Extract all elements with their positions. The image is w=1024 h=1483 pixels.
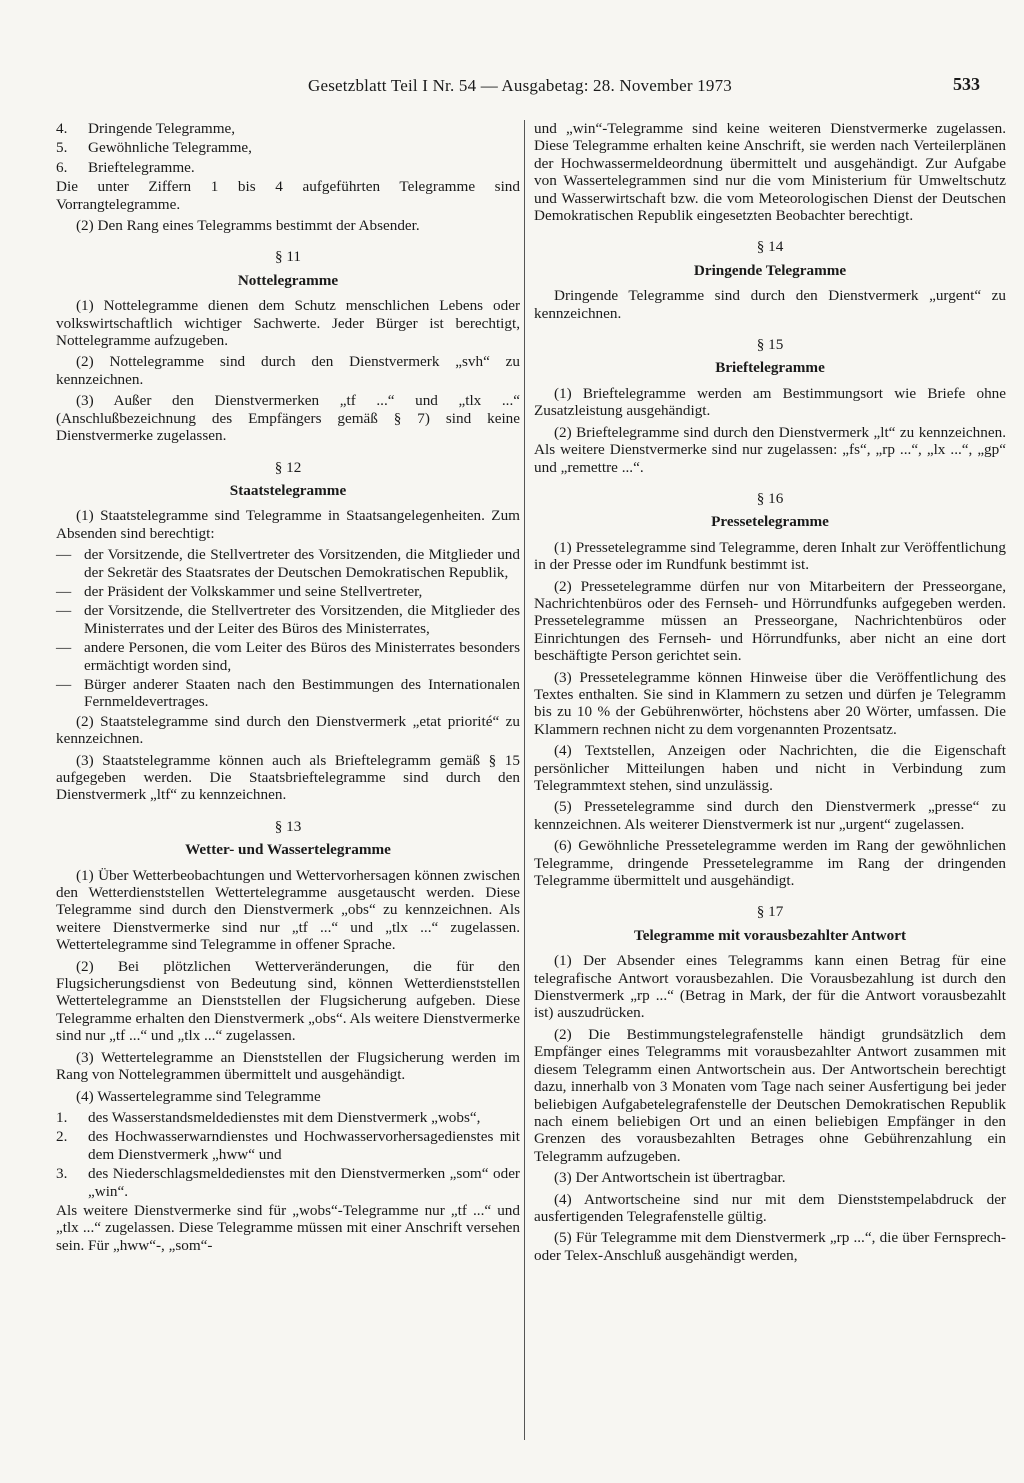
section-title: Nottelegramme	[237, 271, 339, 289]
list-item: — der Vorsitzende, die Stellvertreter des Vorsitzenden, die Mitglieder und der Sekretär des Staatsrates der Deutschen Demokratischen Republik,	[56, 546, 520, 581]
page-number: 533	[953, 74, 980, 94]
section-number: § 13	[274, 817, 302, 835]
list-item: 1. des Wasserstandsmeldedienstes mit dem Dienstvermerk „wobs“,	[56, 1108, 481, 1126]
section-title: Telegramme mit vorausbezahlter Antwort	[633, 926, 907, 944]
paragraph: (3) Der Antwortschein ist übertragbar.	[554, 1169, 786, 1187]
left-column	[56, 120, 520, 1258]
section-number: § 15	[756, 336, 784, 354]
page-header	[60, 72, 980, 102]
paragraph: (2) Den Rang eines Telegramms bestimmt der Absender.	[76, 217, 420, 235]
header-title: Gesetzblatt Teil I Nr. 54 — Ausgabetag: 28. November 1973	[308, 76, 732, 95]
section-title: Dringende Telegramme	[693, 261, 847, 279]
paragraph: (2) Pressetelegramme dürfen nur von Mitarbeitern der Presseorgane, Nachrichtenbüros oder des Fernseh- und Hörrundfunks aufgegeben werden. Pressetelegramme müssen an Presseorgane, Nachrichtenbüros oder Einrichtungen des Fernseh- und Hörrundfunks, aber nicht an eine dort beschäftigte Person gerichtet sein.	[534, 577, 1006, 665]
paragraph: Die unter Ziffern 1 bis 4 aufgeführten Telegramme sind Vorrangtelegramme.	[56, 178, 520, 213]
paragraph: (2) Die Bestimmungstelegrafenstelle händigt grundsätzlich dem Empfänger eines Telegramms mit vorausbezahlter Antwort zusammen mit diesem Telegramm einen Antwortschein aus. Der Antwortschein berechtigt dazu, innerhalb von 3 Monaten vom Tage nach seiner Ausfertigung bei jeder beliebigen Aufgabetelegrafenstelle der Deutschen Demokratischen Republik nach einem beliebigen Ort und an einen beliebigen Empfänger in den Grenzen des vorausbezahlten Betrages ohne Gebührenzahlung ein Telegramm aufzugeben.	[534, 1025, 1006, 1165]
section-title: Pressetelegramme	[711, 513, 829, 531]
section-number: § 16	[756, 489, 784, 507]
list-item: 4. Dringende Telegramme,	[56, 120, 236, 137]
paragraph: (1) Der Absender eines Telegramms kann einen Betrag für eine telegrafische Antwort vorausbezahlen. Die Vorausbezahlung ist durch den Dienstvermerk „rp ...“ (Betrag in Mark, der für die Antwort vorausbezahlt ist) auszudrücken.	[534, 952, 1006, 1022]
paragraph: (4) Wassertelegramme sind Telegramme	[76, 1087, 321, 1105]
paragraph: und „win“-Telegramme sind keine weiteren Dienstvermerke zugelassen. Diese Telegramme erhalten keine Anschrift, sie werden nach Verteilerplänen der Hochwassermeldeordnung übermittelt und ausgehändigt. Zur Aufgabe von Wassertelegrammen sind nur die vom Ministerium für Umweltschutz und Wasserwirtschaft bzw. die vom Meteorologischen Dienst der Deutschen Demokratischen Republik eingesetzten Beobachter berechtigt.	[534, 120, 1006, 225]
paragraph: (5) Für Telegramme mit dem Dienstvermerk „rp ...“, die über Fernsprech- oder Telex-Anschluß ausgehändigt werden,	[534, 1229, 1006, 1264]
paragraph: Als weitere Dienstvermerke sind für „wobs“-Telegramme nur „tf ...“ und „tlx ...“ zugelassen. Diese Telegramme müssen mit einer Anschrift versehen sein. Für „hww“-, „som“-	[56, 1201, 520, 1254]
paragraph: (3) Staatstelegramme können auch als Brieftelegramm gemäß § 15 aufgegeben werden. Die Staatsbrieftelegramme sind durch den Dienstvermerk „ltf“ zu kennzeichnen.	[56, 751, 520, 804]
paragraph: (1) Pressetelegramme sind Telegramme, deren Inhalt zur Veröffentlichung in der Presse oder im Rundfunk bestimmt ist.	[534, 538, 1006, 574]
paragraph: (3) Wettertelegramme an Dienststellen der Flugsicherung werden im Rang von Nottelegrammen übermittelt und ausgehändigt.	[56, 1048, 520, 1084]
paragraph: (3) Außer den Dienstvermerken „tf ...“ und „tlx ...“ (Anschlußbezeichnung des Empfängers gemäß § 7) sind keine Dienstvermerke zugelassen.	[56, 392, 520, 445]
section-number: § 12	[274, 458, 302, 476]
list-item: — andere Personen, die vom Leiter des Büros des Ministerrates besonders ermächtigt worden sind,	[56, 639, 520, 674]
list-item: 2. des Hochwasserwarndienstes und Hochwasservorhersagedienstes mit dem Dienstvermerk „hww“ und	[56, 1128, 520, 1163]
section-title: Brieftelegramme	[715, 359, 825, 377]
list-item: — Bürger anderer Staaten nach den Bestimmungen des Internationalen Fernmeldevertrages.	[56, 675, 520, 711]
paragraph: (6) Gewöhnliche Pressetelegramme werden im Rang der gewöhnlichen Telegramme, dringende Pressetelegramme im Rang der dringenden Telegramme übermittelt und ausgehändigt.	[534, 837, 1006, 890]
section-number: § 14	[756, 238, 784, 256]
paragraph: (1) Über Wetterbeobachtungen und Wettervorhersagen können zwischen den Wetterdienststellen Wettertelegramme ausgetauscht werden. Diese Telegramme sind durch den Dienstvermerk „obs“ zu kennzeichnen. Als weitere Dienstvermerke sind nur „tf ...“ und „tlx ...“ zugelassen. Wettertelegramme sind Telegramme in offener Sprache.	[56, 866, 520, 954]
paragraph: (2) Bei plötzlichen Wetterveränderungen, die für den Flugsicherungsdienst von Bedeutung sind, können Wetterdienststellen Wettertelegramme an Dienststellen der Flugsicherung aufgeben. Diese Telegramme erhalten den Dienstvermerk „obs“. Als weitere Dienstvermerke sind nur „tf ...“ und „tlx ...“ zugelassen.	[56, 957, 520, 1045]
paragraph: (4) Textstellen, Anzeigen oder Nachrichten, die die Eigenschaft persönlicher Mitteilungen haben und nicht in Verbindung zum Telegrammtext stehen, sind unzulässig.	[534, 742, 1006, 794]
list-item: 3. des Niederschlagsmeldedienstes mit den Dienstvermerken „som“ oder „win“.	[56, 1165, 520, 1200]
column-divider	[524, 120, 525, 1440]
section-title: Wetter- und Wassertelegramme	[185, 841, 391, 859]
right-column	[534, 120, 1006, 1268]
paragraph: (3) Pressetelegramme können Hinweise über die Veröffentlichung des Textes enthalten. Sie sind in Klammern zu setzen und dürfen je Telegramm bis zu 10 % der Gebührenwörter, höchstens aber 20 Wörter, umfassen. Die Klammern rechnen nicht zu dem vorgenannten Prozentsatz.	[534, 668, 1006, 738]
paragraph: (2) Staatstelegramme sind durch den Dienstvermerk „etat priorité“ zu kennzeichnen.	[56, 712, 520, 748]
paragraph: (1) Brieftelegramme werden am Bestimmungsort wie Briefe ohne Zusatzleistung ausgehändigt.	[534, 384, 1006, 420]
paragraph: Dringende Telegramme sind durch den Dienstvermerk „urgent“ zu kennzeichnen.	[534, 287, 1006, 322]
section-number: § 17	[756, 903, 784, 921]
paragraph: (1) Staatstelegramme sind Telegramme in Staatsangelegenheiten. Zum Absenden sind berechtigt:	[56, 507, 520, 542]
list-item: 6. Brieftelegramme.	[56, 158, 195, 176]
list-item: — der Vorsitzende, die Stellvertreter des Vorsitzenden, die Mitglieder des Ministerrates und der Leiter des Büros des Ministerrates,	[56, 602, 520, 637]
paragraph: (4) Antwortscheine sind nur mit dem Dienststempelabdruck der ausfertigenden Telegrafenstelle gültig.	[534, 1190, 1006, 1225]
paragraph: (2) Nottelegramme sind durch den Dienstvermerk „svh“ zu kennzeichnen.	[56, 353, 520, 388]
paragraph: (1) Nottelegramme dienen dem Schutz menschlichen Lebens oder volkswirtschaftlich wichtiger Sachwerte. Jeder Bürger ist berechtigt, Nottelegramme aufzugeben.	[56, 297, 520, 350]
section-title: Staatstelegramme	[229, 481, 347, 499]
paragraph: (2) Brieftelegramme sind durch den Dienstvermerk „lt“ zu kennzeichnen. Als weitere Dienstvermerke sind nur zugelassen: „fs“, „rp ...“, „lx ...“, „gp“ und „remettre ...“.	[534, 423, 1006, 476]
list-item: 5. Gewöhnliche Telegramme,	[56, 139, 252, 157]
list-item: — der Präsident der Volkskammer und seine Stellvertreter,	[56, 582, 423, 600]
section-number: § 11	[274, 248, 301, 266]
paragraph: (5) Pressetelegramme sind durch den Dienstvermerk „presse“ zu kennzeichnen. Als weiterer Dienstvermerk ist nur „urgent“ zugelassen.	[534, 798, 1006, 833]
